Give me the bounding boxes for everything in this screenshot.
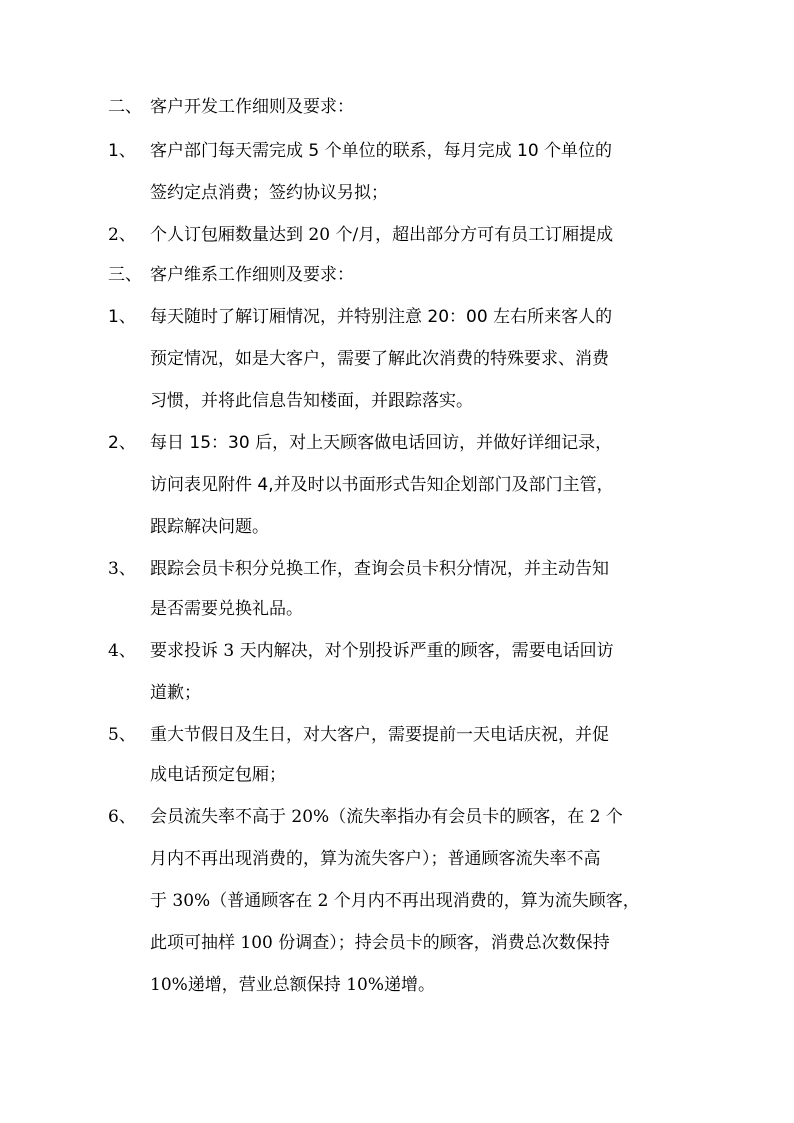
- item-text-line: 每天随时了解订厢情况，并特别注意 20：00 左右所来客人的: [150, 307, 613, 327]
- item-text-line: 成电话预定包厢；: [150, 765, 286, 785]
- item-number: 4、: [108, 641, 136, 661]
- item-text-line: 是否需要兑换礼品。: [150, 599, 303, 619]
- item-text-line: 于 30%（普通顾客在 2 个月内不再出现消费的，算为流失顾客，: [150, 891, 640, 911]
- item-number: 5、: [108, 725, 136, 745]
- section-number: 三、: [108, 265, 142, 285]
- item-number: 3、: [108, 559, 136, 579]
- item-number: 6、: [108, 807, 136, 827]
- section-title: 客户开发工作细则及要求：: [150, 97, 354, 117]
- item-text-line: 习惯，并将此信息告知楼面，并跟踪落实。: [150, 391, 473, 411]
- item-text-line: 跟踪解决问题。: [150, 517, 269, 537]
- item-text-line: 签约定点消费；签约协议另拟；: [150, 183, 388, 203]
- item-text-line: 月内不再出现消费的，算为流失客户）；普通顾客流失率不高: [150, 849, 601, 869]
- item-text-line: 访问表见附件 4,并及时以书面形式告知企划部门及部门主管，: [150, 475, 614, 495]
- item-text-line: 10%递增，营业总额保持 10%递增。: [150, 975, 435, 995]
- item-number: 1、: [108, 307, 136, 327]
- item-text-line: 预定情况，如是大客户，需要了解此次消费的特殊要求、消费: [150, 349, 609, 369]
- item-text-line: 客户部门每天需完成 5 个单位的联系，每月完成 10 个单位的: [150, 141, 613, 161]
- item-text-line: 个人订包厢数量达到 20 个/月，超出部分方可有员工订厢提成: [150, 225, 614, 245]
- item-text-line: 跟踪会员卡积分兑换工作，查询会员卡积分情况，并主动告知: [150, 559, 609, 579]
- item-text-line: 会员流失率不高于 20%（流失率指办有会员卡的顾客，在 2 个: [150, 807, 623, 827]
- item-number: 2、: [108, 433, 136, 453]
- item-text-line: 要求投诉 3 天内解决，对个别投诉严重的顾客，需要电话回访: [150, 641, 614, 661]
- item-text-line: 重大节假日及生日，对大客户，需要提前一天电话庆祝，并促: [150, 725, 609, 745]
- item-number: 1、: [108, 141, 136, 161]
- item-number: 2、: [108, 225, 136, 245]
- item-text-line: 道歉；: [150, 683, 201, 703]
- item-text-line: 每日 15：30 后，对上天顾客做电话回访，并做好详细记录，: [150, 433, 613, 453]
- section-number: 二、: [108, 97, 142, 117]
- section-title: 客户维系工作细则及要求：: [150, 265, 354, 285]
- item-text-line: 此项可抽样 100 份调查）；持会员卡的顾客，消费总次数保持: [150, 933, 610, 953]
